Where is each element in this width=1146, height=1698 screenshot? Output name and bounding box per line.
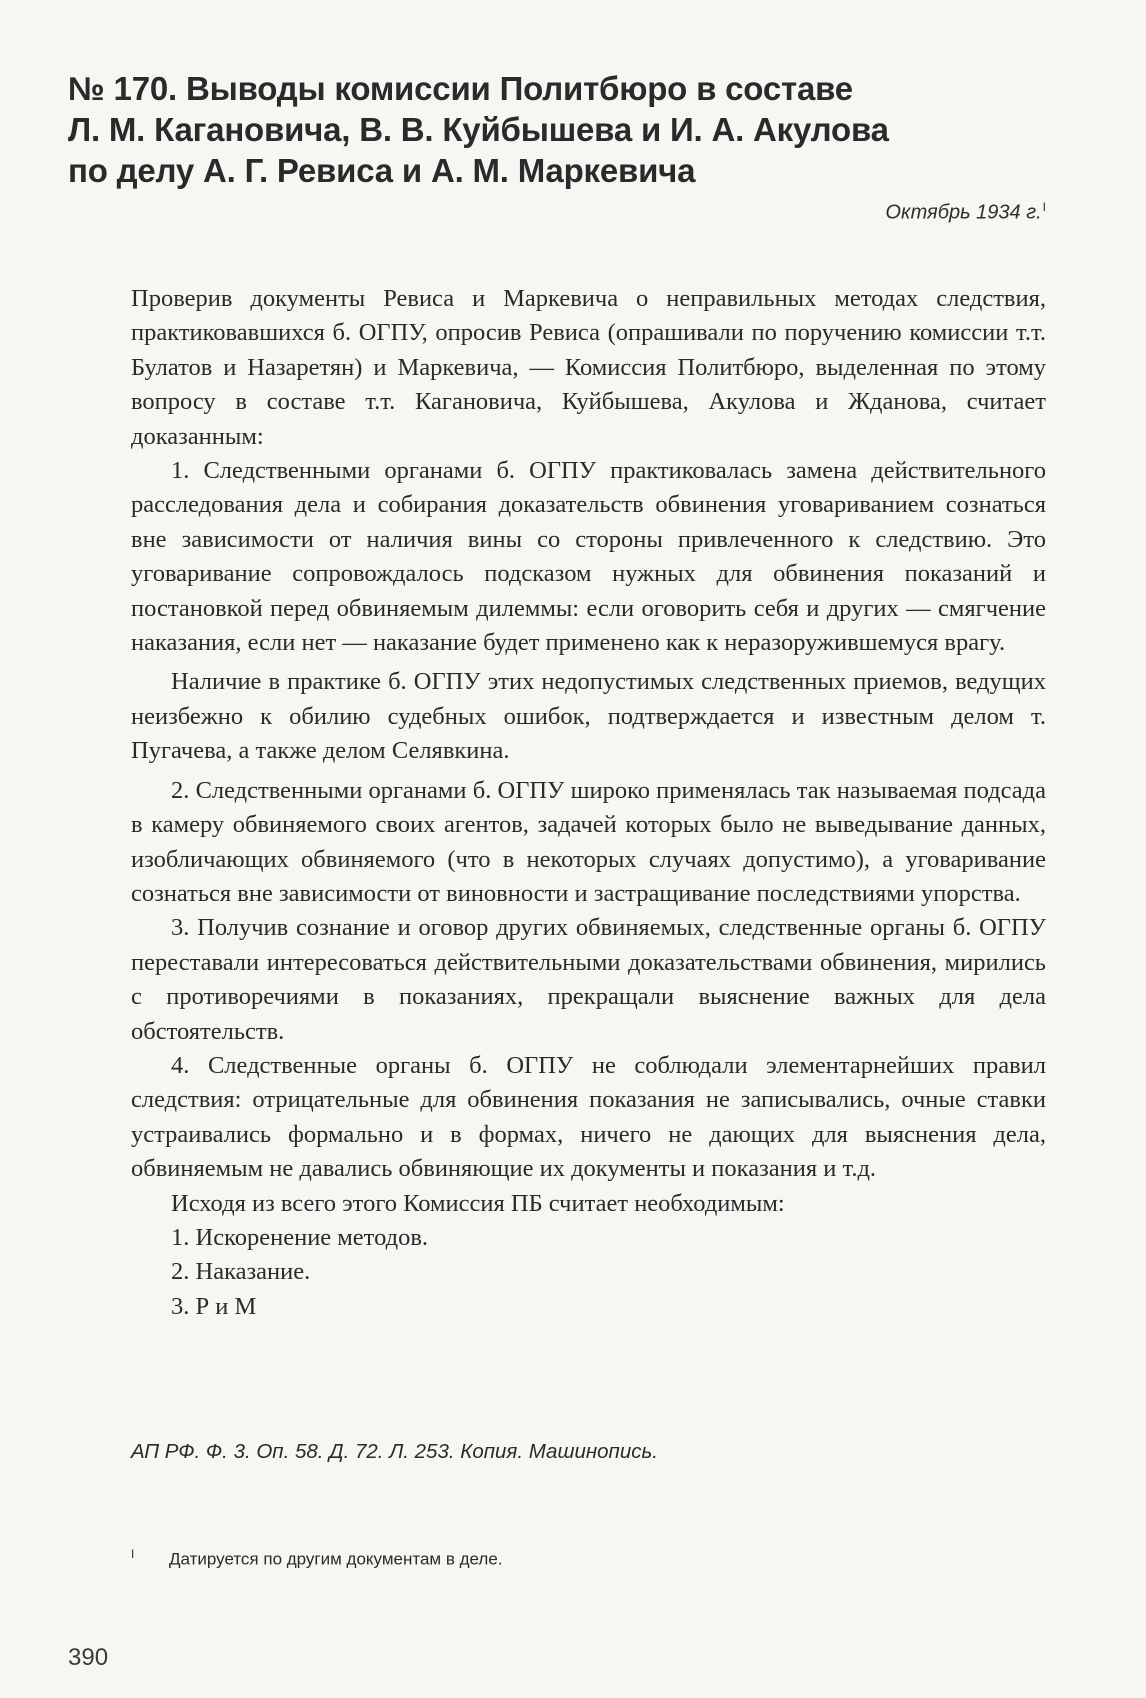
date-text: Октябрь 1934 г. [885,201,1042,224]
conclusion-item-3: 3. Р и М [171,1292,257,1320]
title-line-1: № 170. Выводы комиссии Политбюро в составе [68,70,853,107]
document-date [885,200,1046,225]
footnote-text: Датируется по другим документам в деле. [169,1549,503,1569]
paragraph-point-3: 3. Получив сознание и оговор других обвиняемых, следственные органы б. ОГПУ переставали интересоваться действительными доказательствами обвинения, мирились с противоречиями в показаниях, прекращали выяснение важных для дела обстоятельств. [131,914,1046,1045]
page-number: 390 [68,1644,109,1671]
paragraph-conclusion: Исходя из всего этого Комиссия ПБ считает необходимым: [171,1189,785,1217]
footnote-mark: I [131,1547,135,1561]
footnote [131,1547,503,1570]
date-footnote-mark: I [1042,200,1046,214]
paragraph-practice: Наличие в практике б. ОГПУ этих недопустимых следственных приемов, ведущих неизбежно к обилию судебных ошибок, подтверждается и известным делом т. Пугачева, а также делом Селявкина. [131,668,1046,765]
paragraph-point-4: 4. Следственные органы б. ОГПУ не соблюдали элементарнейших правил следствия: отрицательные для обвинения показания не записывались, очные ставки устраивались формально и в формах, ничего не дающих для выяснения дела, обвиняемым не давались обвиняющие их документы и показания и т.д. [131,1051,1046,1183]
title-line-3: по делу А. Г. Ревиса и А. М. Маркевича [68,152,696,189]
conclusion-item-1: 1. Искоренение методов. [171,1223,429,1251]
conclusion-item-2: 2. Наказание. [171,1258,311,1286]
paragraph-point-2: 2. Следственными органами б. ОГПУ широко применялась так называемая подсада в камеру обвиняемого своих агентов, задачей которых было не выведывание данных, изобличающих обвиняемого (что в некоторых случаях допустимо), а уговаривание сознаться вне зависимости от виновности и застращивание последствиями упорства. [131,776,1046,907]
document-body [131,282,1046,1324]
archive-source: АП РФ. Ф. 3. Оп. 58. Д. 72. Л. 253. Копия. Машинопись. [131,1440,658,1463]
title-line-2: Л. М. Кагановича, В. В. Куйбышева и И. А. Акулова [68,111,889,148]
paragraph-intro: Проверив документы Ревиса и Маркевича о неправильных методах следствия, практиковавшихся б. ОГПУ, опросив Ревиса (опрашивали по поручению комиссии т.т. Булатов и Назаретян) и Маркевича, — Комиссия Политбюро, выделенная по этому вопросу в составе т.т. Кагановича, Куйбышева, Акулова и Жданова, считает доказанным: [131,285,1046,450]
paragraph-point-1: 1. Следственными органами б. ОГПУ практиковалась замена действительного расследования дела и собирания доказательств обвинения уговариванием сознаться вне зависимости от наличия вины со стороны привлеченного к следствию. Это уговаривание сопровождалось подсказом нужных для обвинения показаний и постановкой перед обвиняемым дилеммы: если оговорить себя и других — смягчение наказания, если нет — наказание будет применено как к неразоружившемуся врагу. [131,457,1046,657]
document-title [68,68,968,191]
